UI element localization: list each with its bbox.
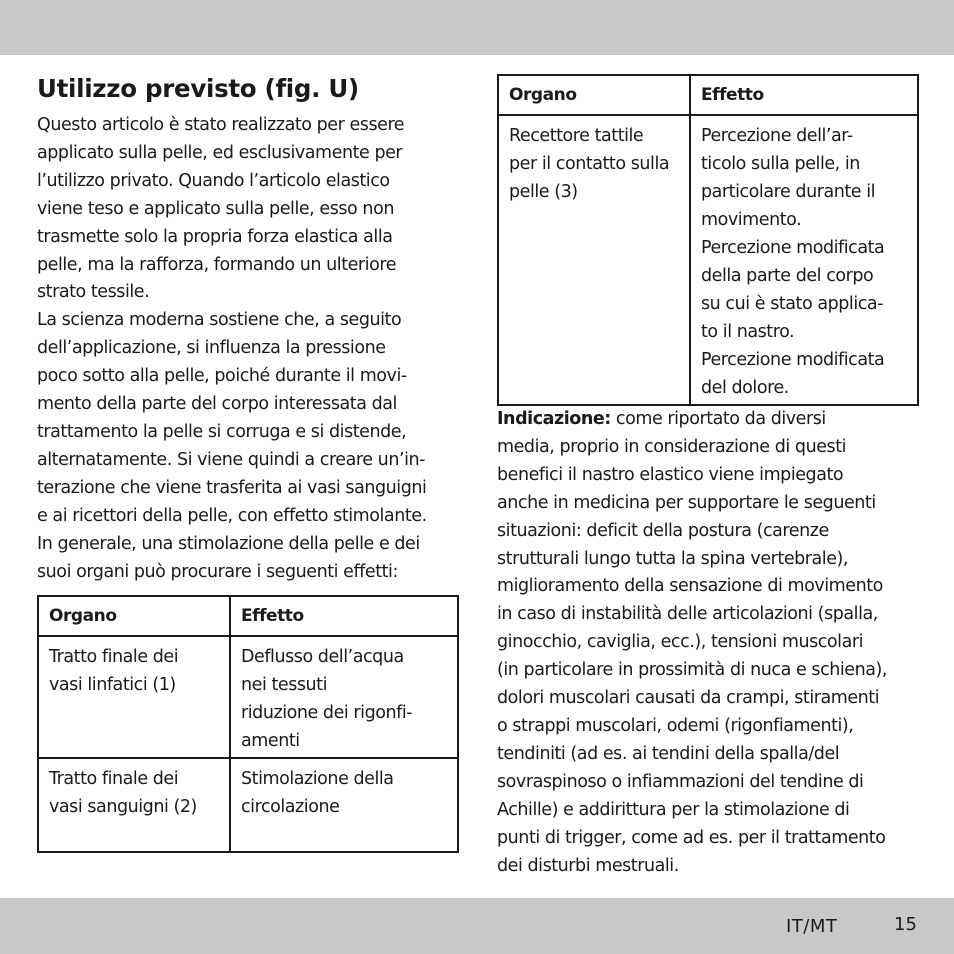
paragraph-line: media, proprio in considerazione di questi [497, 436, 847, 457]
cell-line: vasi sanguigni (2) [49, 797, 197, 818]
cell-line: Percezione modificata [701, 238, 885, 258]
paragraph-line: Questo articolo è stato realizzato per essere [37, 115, 405, 135]
left-column [37, 74, 457, 853]
cell-line: per il contatto sulla [509, 154, 670, 174]
paragraph-line: benefici il nastro elastico viene impiegato [497, 464, 844, 485]
indication-paragraph [497, 406, 917, 880]
paragraph-line: e ai ricettori della pelle, con effetto stimolante. [37, 505, 427, 526]
section-title: Utilizzo previsto (fig. U) [37, 74, 359, 103]
paragraph-line: ginocchio, caviglia, ecc.), tensioni muscolari [497, 632, 864, 653]
paragraph-line: viene teso e applicato sulla pelle, esso non [37, 198, 394, 219]
paragraph-line: in caso di instabilità delle articolazioni (spalla, [497, 604, 878, 625]
paragraph-line: strato tessile. [37, 282, 150, 303]
right-column [497, 74, 917, 880]
paragraph-line: strutturali lungo tutta la spina vertebrale), [497, 548, 849, 569]
table-row [38, 758, 458, 852]
paragraph-line: miglioramento della sensazione di movimento [497, 576, 883, 597]
organ-effect-table-left [37, 595, 459, 853]
cell-line: Percezione modificata [701, 350, 885, 370]
paragraph-line: trasmette solo la propria forza elastica alla [37, 226, 393, 247]
cell-line: della parte del corpo [701, 266, 874, 286]
cell-line: su cui è stato applica- [701, 294, 884, 314]
paragraph-line [497, 406, 917, 434]
organ-cell [38, 636, 230, 758]
table-row [38, 636, 458, 758]
effect-cell [230, 636, 458, 758]
paragraph-line: terazione che viene trasferita ai vasi sanguigni [37, 477, 427, 498]
table-header-effect: Effetto [230, 596, 458, 636]
header-band [0, 0, 954, 55]
paragraph-line: suoi organi può procurare i seguenti effetti: [37, 561, 398, 582]
cell-line: riduzione dei rigonfi- [241, 703, 413, 724]
paragraph-line: anche in medicina per supportare le seguenti [497, 492, 876, 513]
organ-cell [498, 115, 690, 405]
cell-line: Percezione dell’ar- [701, 126, 853, 146]
paragraph-line: trattamento la pelle si corruga e si distende, [37, 421, 407, 442]
paragraph-line: dolori muscolari causati da crampi, stiramenti [497, 688, 880, 709]
page-number: 15 [894, 914, 917, 935]
cell-line: vasi linfatici (1) [49, 675, 176, 696]
paragraph-line: Achille) e addirittura per la stimolazione di [497, 799, 850, 820]
paragraph-line: mento della parte del corpo interessata dal [37, 394, 397, 415]
effect-cell [690, 115, 918, 405]
paragraph-line: dei disturbi mestruali. [497, 855, 679, 876]
effect-cell [230, 758, 458, 852]
cell-line: del dolore. [701, 378, 789, 398]
cell-line: Recettore tattile [509, 126, 644, 146]
paragraph-line: pelle, ma la rafforza, formando un ulteriore [37, 254, 397, 275]
table-header-effect: Effetto [690, 75, 918, 115]
table-row [498, 115, 918, 405]
paragraph-line: dell’applicazione, si influenza la pressione [37, 338, 386, 359]
organ-cell [38, 758, 230, 852]
cell-line: nei tessuti [241, 675, 328, 696]
paragraph-line: poco sotto alla pelle, poiché durante il movi- [37, 366, 407, 387]
table-header-organ: Organo [38, 596, 230, 636]
intro-paragraph [37, 112, 457, 586]
paragraph-line: applicato sulla pelle, ed esclusivamente per [37, 142, 403, 163]
organ-effect-table-right [497, 74, 919, 406]
cell-line: Stimolazione della [241, 769, 394, 790]
paragraph-line: l’utilizzo privato. Quando l’articolo elastico [37, 170, 390, 191]
paragraph-line: o strappi muscolari, odemi (rigonfiamenti), [497, 715, 854, 736]
table-header-organ: Organo [498, 75, 690, 115]
cell-line: amenti [241, 731, 300, 752]
indication-label: Indicazione: [497, 409, 611, 429]
cell-line: particolare durante il [701, 182, 876, 202]
cell-line: Tratto finale dei [49, 647, 179, 668]
paragraph-line: alternatamente. Si viene quindi a creare un’in- [37, 449, 425, 470]
cell-line: Deflusso dell’acqua [241, 647, 404, 668]
paragraph-line: tendiniti (ad es. ai tendini della spalla/del [497, 743, 840, 764]
paragraph-line: (in particolare in prossimità di nuca e schiena), [497, 660, 888, 681]
paragraph-line: sovraspinoso o infiammazioni del tendine di [497, 771, 864, 792]
cell-line: ticolo sulla pelle, in [701, 154, 860, 174]
cell-line: Tratto finale dei [49, 769, 179, 790]
cell-line: circolazione [241, 797, 340, 818]
indication-text: come riportato da diversi [610, 409, 826, 429]
cell-line: movimento. [701, 210, 802, 230]
paragraph-line: In generale, una stimolazione della pelle e dei [37, 533, 420, 554]
paragraph-line: situazioni: deficit della postura (carenze [497, 520, 829, 541]
cell-line: to il nastro. [701, 322, 795, 342]
paragraph-line: La scienza moderna sostiene che, a seguito [37, 310, 402, 331]
paragraph-line: punti di trigger, come ad es. per il trattamento [497, 827, 886, 848]
language-code: IT/MT [786, 916, 838, 937]
cell-line: pelle (3) [509, 182, 578, 202]
